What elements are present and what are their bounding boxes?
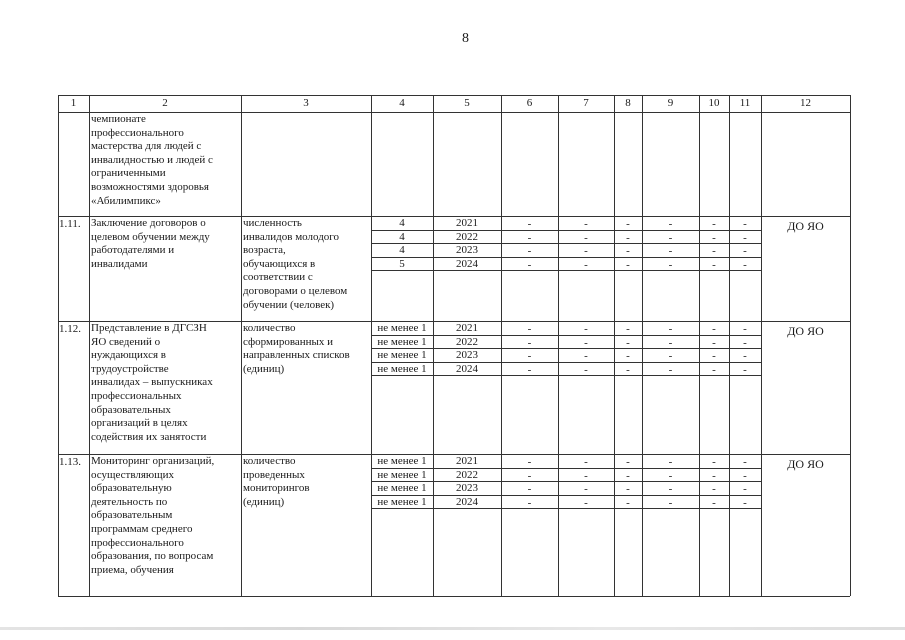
indicator-value: 4	[399, 244, 405, 256]
table-vline	[89, 95, 90, 596]
empty-cell-dash: -	[584, 231, 588, 244]
empty-cell-dash: -	[527, 483, 532, 495]
empty-cell-dash: -	[743, 350, 747, 362]
empty-cell-dash: -	[626, 258, 630, 271]
empty-cell-dash: -	[743, 469, 747, 482]
empty-cell-dash: -	[712, 496, 716, 509]
empty-cell-dash: -	[584, 483, 588, 495]
executor-text: ДО ЯО	[787, 324, 824, 338]
year-value: 2022	[456, 468, 478, 481]
empty-cell-dash: -	[584, 218, 588, 230]
empty-cell-dash: -	[712, 323, 716, 335]
empty-cell-dash: -	[584, 323, 588, 335]
empty-cell-dash: -	[668, 231, 673, 244]
empty-cell-dash: -	[712, 363, 716, 376]
column-header-11: 11	[739, 97, 751, 109]
year-value: 2023	[456, 349, 478, 361]
indicator-value: не менее 1	[377, 322, 427, 334]
column-header-7: 7	[583, 97, 589, 109]
empty-cell-dash: -	[743, 336, 747, 349]
indicator-text: численность инвалидов молодого возраста, обучающихся в соответствии с договорами о целевом обучении (человек)	[243, 217, 348, 311]
empty-cell-dash: -	[712, 350, 716, 362]
empty-cell-dash: -	[743, 323, 747, 335]
column-header-8: 8	[625, 97, 631, 109]
year-value: 2024	[456, 257, 478, 270]
year-value: 2021	[456, 217, 478, 229]
empty-cell-dash: -	[743, 218, 747, 230]
year-value: 2023	[456, 482, 478, 494]
activity-text: Мониторинг организаций, осуществляющих образовательную деятельность по образовательным программам среднего профессионального образования, по вопросам приема, обучения	[91, 455, 215, 576]
empty-cell-dash: -	[743, 245, 747, 257]
empty-cell-dash: -	[584, 336, 588, 349]
table-vline	[850, 95, 851, 596]
empty-cell-dash: -	[527, 496, 532, 509]
empty-cell-dash: -	[712, 245, 716, 257]
empty-cell-dash: -	[527, 350, 532, 362]
empty-cell-dash: -	[626, 218, 630, 230]
empty-cell-dash: -	[743, 456, 747, 468]
activity-text: Представление в ДГСЗН ЯО сведений о нуждающихся в трудоустройстве инвалидах – выпускниках профессиональных образовательных организаций в целях содействия их занятости	[91, 322, 213, 443]
indicator-value: не менее 1	[377, 455, 427, 467]
empty-cell-dash: -	[743, 363, 747, 376]
column-header-5: 5	[464, 97, 470, 109]
empty-cell-dash: -	[626, 231, 630, 244]
empty-cell-dash: -	[712, 258, 716, 271]
empty-cell-dash: -	[626, 350, 630, 362]
column-header-1: 1	[70, 97, 77, 109]
empty-cell-dash: -	[668, 469, 673, 482]
empty-cell-dash: -	[668, 350, 673, 362]
column-header-3: 3	[303, 97, 309, 109]
empty-cell-dash: -	[743, 231, 747, 244]
empty-cell-dash: -	[527, 258, 532, 271]
year-value: 2022	[456, 230, 478, 243]
empty-cell-dash: -	[668, 245, 673, 257]
empty-cell-dash: -	[527, 245, 532, 257]
empty-cell-dash: -	[626, 363, 630, 376]
executor-text: ДО ЯО	[787, 219, 824, 233]
plan-table	[58, 95, 850, 596]
page-number: 8	[462, 31, 469, 46]
empty-cell-dash: -	[626, 323, 630, 335]
year-value: 2021	[456, 322, 478, 334]
empty-cell-dash: -	[626, 245, 630, 257]
indicator-value: не менее 1	[377, 468, 427, 481]
column-header-12: 12	[800, 97, 811, 109]
empty-cell-dash: -	[668, 496, 673, 509]
empty-cell-dash: -	[527, 231, 532, 244]
empty-cell-dash: -	[743, 483, 747, 495]
continuation-text: чемпионате профессионального мастерства для людей с инвалидностью и людей с ограниченными возможностями здоровья «Абилимпикс»	[91, 113, 213, 207]
empty-cell-dash: -	[626, 469, 630, 482]
activity-text: Заключение договоров о целевом обучении между работодателями и инвалидами	[91, 217, 210, 270]
indicator-value: 4	[399, 217, 405, 229]
indicator-text: количество сформированных и направленных списков (единиц)	[243, 322, 350, 375]
empty-cell-dash: -	[584, 456, 588, 468]
year-value: 2024	[456, 362, 478, 375]
empty-cell-dash: -	[712, 336, 716, 349]
empty-cell-dash: -	[668, 483, 673, 495]
empty-cell-dash: -	[584, 363, 588, 376]
scan-artifact	[0, 627, 905, 630]
year-value: 2021	[456, 455, 478, 467]
empty-cell-dash: -	[626, 496, 630, 509]
empty-cell-dash: -	[668, 363, 673, 376]
table-vline	[241, 95, 242, 596]
empty-cell-dash: -	[527, 218, 532, 230]
empty-cell-dash: -	[626, 483, 630, 495]
empty-cell-dash: -	[584, 350, 588, 362]
table-hline	[58, 596, 850, 597]
empty-cell-dash: -	[527, 456, 532, 468]
empty-cell-dash: -	[527, 363, 532, 376]
table-vline	[58, 95, 59, 596]
empty-cell-dash: -	[712, 218, 716, 230]
indicator-value: не менее 1	[377, 482, 427, 494]
empty-cell-dash: -	[668, 258, 673, 271]
indicator-value: не менее 1	[377, 362, 427, 375]
empty-cell-dash: -	[527, 336, 532, 349]
empty-cell-dash: -	[712, 456, 716, 468]
empty-cell-dash: -	[584, 469, 588, 482]
empty-cell-dash: -	[527, 469, 532, 482]
row-number: 1.11.	[59, 218, 81, 230]
empty-cell-dash: -	[712, 483, 716, 495]
column-header-9: 9	[667, 97, 674, 109]
column-header-6: 6	[526, 97, 533, 109]
empty-cell-dash: -	[712, 469, 716, 482]
empty-cell-dash: -	[584, 245, 588, 257]
indicator-value: не менее 1	[377, 335, 427, 348]
empty-cell-dash: -	[743, 258, 747, 271]
empty-cell-dash: -	[668, 336, 673, 349]
column-header-4: 4	[399, 97, 405, 109]
year-value: 2022	[456, 335, 478, 348]
empty-cell-dash: -	[712, 231, 716, 244]
empty-cell-dash: -	[668, 218, 673, 230]
empty-cell-dash: -	[668, 456, 673, 468]
column-header-2: 2	[162, 97, 168, 109]
table-vline	[761, 95, 762, 596]
indicator-text: количество проведенных мониторингов (единиц)	[243, 455, 310, 508]
indicator-value: не менее 1	[377, 349, 427, 361]
empty-cell-dash: -	[626, 456, 630, 468]
indicator-value: 5	[399, 257, 405, 270]
empty-cell-dash: -	[584, 258, 588, 271]
empty-cell-dash: -	[743, 496, 747, 509]
empty-cell-dash: -	[527, 323, 532, 335]
column-header-10: 10	[708, 97, 720, 109]
row-number: 1.12.	[59, 323, 81, 335]
indicator-value: 4	[399, 230, 405, 243]
empty-cell-dash: -	[668, 323, 673, 335]
empty-cell-dash: -	[584, 496, 588, 509]
empty-cell-dash: -	[626, 336, 630, 349]
year-value: 2024	[456, 495, 478, 508]
row-number: 1.13.	[59, 456, 81, 468]
year-value: 2023	[456, 244, 478, 256]
indicator-value: не менее 1	[377, 495, 427, 508]
executor-text: ДО ЯО	[787, 457, 824, 471]
